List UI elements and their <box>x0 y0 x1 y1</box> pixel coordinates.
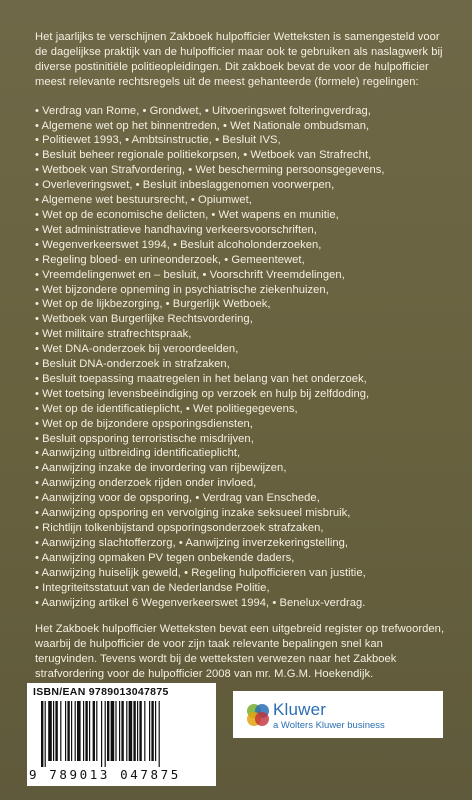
law-list-item: • Aanwijzing voor de opsporing, • Verdrag van Enschede, <box>35 492 320 505</box>
law-list-item: • Wet op de lijkbezorging, • Burgerlijk Wetboek, <box>35 298 271 311</box>
law-list-item: • Wegenverkeerswet 1994, • Besluit alcoholonderzoeken, <box>35 238 322 251</box>
law-list-item: • Wet op de bijzondere opsporingsdiensten, <box>35 417 253 430</box>
law-list-item: • Integriteitsstatuut van de Nederlandse Politie, <box>35 581 270 594</box>
publisher-tagline: a Wolters Kluwer business <box>273 720 385 731</box>
isbn-label: ISBN/EAN 9789013047875 <box>33 686 169 698</box>
law-list-item: • Politiewet 1993, • Ambtsinstructie, • Besluit IVS, <box>35 134 281 147</box>
isbn-barcode-box <box>27 683 216 786</box>
law-list-item: • Aanwijzing onderzoek rijden onder invloed, <box>35 477 257 490</box>
law-list-item: • Wet op de identificatieplicht, • Wet politiegegevens, <box>35 402 298 415</box>
law-list-item: • Regeling bloed- en urineonderzoek, • Gemeentewet, <box>35 253 305 266</box>
publisher-logo-box <box>233 691 443 738</box>
law-list-item: • Aanwijzing huiselijk geweld, • Regeling hulpofficieren van justitie, <box>35 566 366 579</box>
outro-paragraph: Het Zakboek hulpofficier Wetteksten bevat een uitgebreid register op trefwoorden, waarbij de hulpofficier de voor zijn taak relevante bepalingen snel kan terugvinden. Tevens wordt bij de wetteksten verwezen naar het Zakboek strafvordering voor de hulpofficier 2008 van mr. M.G.M. Hoekendijk. <box>35 623 445 681</box>
law-list-item: • Wet bijzondere opneming in psychiatrische ziekenhuizen, <box>35 283 329 296</box>
law-list-item: • Algemene wet op het binnentreden, • Wet Nationale ombudsman, <box>35 119 370 132</box>
barcode-icon <box>39 701 207 767</box>
law-list-item: • Aanwijzing opmaken PV tegen onbekende daders, <box>35 551 295 564</box>
law-list-item: • Aanwijzing uitbreiding identificatieplicht, <box>35 447 241 460</box>
kluwer-logo-icon <box>245 702 271 728</box>
law-list-item: • Besluit opsporing terroristische misdrijven, <box>35 432 254 445</box>
law-list-item: • Besluit beheer regionale politiekorpsen, • Wetboek van Strafrecht, <box>35 149 372 162</box>
law-list-item: • Overleveringswet, • Besluit inbeslaggenomen voorwerpen, <box>35 179 335 192</box>
law-list-item: • Besluit DNA-onderzoek in strafzaken, <box>35 358 230 371</box>
law-list-item: • Wet administratieve handhaving verkeersvoorschriften, <box>35 223 317 236</box>
law-list-item: • Vreemdelingenwet en – besluit, • Voorschrift Vreemdelingen, <box>35 268 345 281</box>
law-list-item: • Wetboek van Strafvordering, • Wet bescherming persoonsgegevens, <box>35 164 385 177</box>
publisher-name: Kluwer <box>273 700 327 719</box>
law-list-item: • Aanwijzing artikel 6 Wegenverkeerswet 1994, • Benelux-verdrag. <box>35 596 366 609</box>
law-list-item: • Wetboek van Burgerlijke Rechtsvordering, <box>35 313 253 326</box>
law-list-item: • Aanwijzing opsporing en vervolging inzake seksueel misbruik, <box>35 507 351 520</box>
law-list-item: • Verdrag van Rome, • Grondwet, • Uitvoeringswet folteringverdrag, <box>35 104 371 117</box>
law-list-item: • Wet op de economische delicten, • Wet wapens en munitie, <box>35 208 339 221</box>
law-list <box>35 104 445 611</box>
law-list-item: • Wet militaire strafrechtspraak, <box>35 328 192 341</box>
law-list-item: • Aanwijzing slachtofferzorg, • Aanwijzing inverzekeringstelling, <box>35 536 349 549</box>
law-list-item: • Aanwijzing inzake de invordering van rijbewijzen, <box>35 462 287 475</box>
law-list-item: • Algemene wet bestuursrecht, • Opiumwet, <box>35 194 252 207</box>
cover-text <box>35 30 445 682</box>
barcode-digits: 9 789013 047875 <box>29 767 181 782</box>
law-list-item: • Wet DNA-onderzoek bij veroordeelden, <box>35 343 239 356</box>
law-list-item: • Wet toetsing levensbeëindiging op verzoek en hulp bij zelfdoding, <box>35 387 370 400</box>
law-list-item: • Besluit toepassing maatregelen in het belang van het onderzoek, <box>35 372 367 385</box>
intro-paragraph: Het jaarlijks te verschijnen Zakboek hulpofficier Wetteksten is samengesteld voor de dagelijkse praktijk van de hulpofficier maar ook te gebruiken als naslagwerk bij diverse postinitiële politieopleidingen. Dit zakboek bevat de voor de hulpofficier meest relevante rechtsregels uit de meest gehanteerde (formele) regelingen: <box>35 31 443 88</box>
law-list-item: • Richtlijn tolkenbijstand opsporingsonderzoek strafzaken, <box>35 522 324 534</box>
